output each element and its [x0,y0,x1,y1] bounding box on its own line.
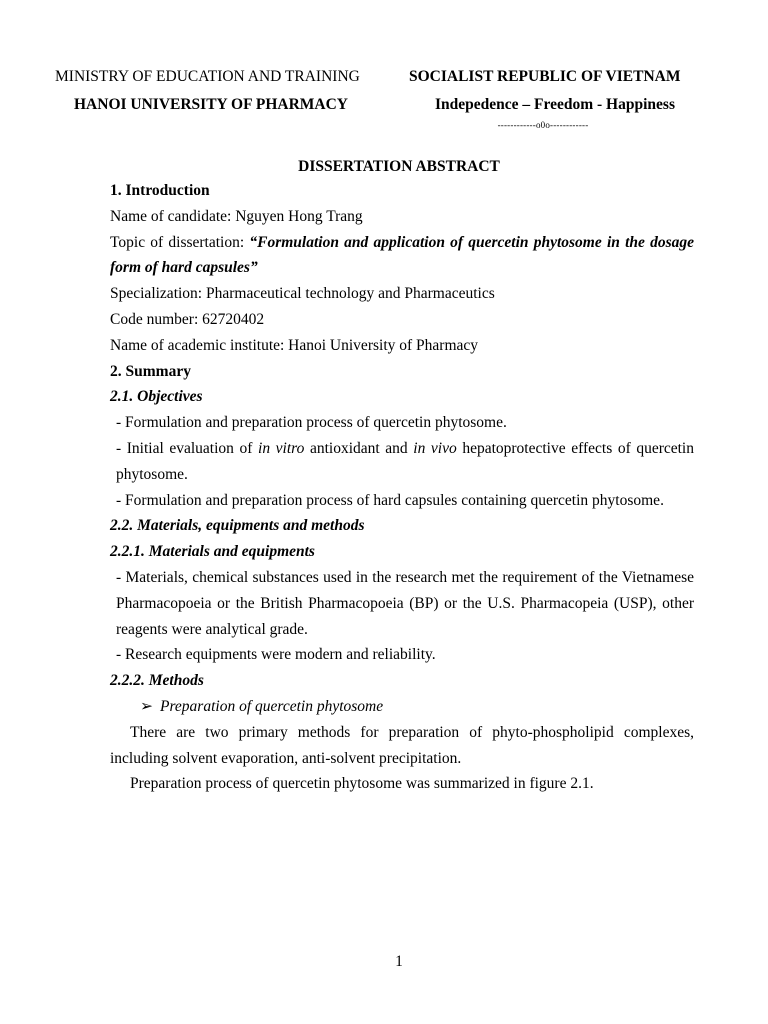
candidate-line: Name of candidate: Nguyen Hong Trang [110,207,363,225]
arrow-bullet-icon: ➢ [140,697,153,715]
specialization-line: Specialization: Pharmaceutical technology and Pharmaceutics [110,285,495,303]
materials-item-1: - Materials, chemical substances used in the research met the requirement of the Vietnamese Pharmacopoeia or the British Pharmacopoeia (BP) or the U.S. Pharmacopeia (USP), other reagents were analytical grade. [116,568,694,638]
topic-label: Topic of dissertation: [110,233,250,251]
materials-item-2: - Research equipments were modern and reliability. [116,646,436,664]
materials-heading: 2.2. Materials, equipments and methods [110,517,365,535]
document-body [110,178,694,797]
methods-paragraph-1: There are two primary methods for preparation of phyto-phospholipid complexes, including solvent evaporation, anti-solvent precipitation. [110,723,694,767]
page-number: 1 [395,953,403,970]
header-divider: ------------o0o------------ [497,120,589,130]
methods-bullet-text: Preparation of quercetin phytosome [160,697,384,715]
objective-2-in-vivo: in vivo [413,439,457,457]
objective-2-part-a: - Initial evaluation of [116,439,259,457]
objective-2-part-c: antioxidant and [304,439,414,457]
objective-1: - Formulation and preparation process of quercetin phytosome. [116,414,507,432]
institute-line: Name of academic institute: Hanoi University of Pharmacy [110,336,479,354]
republic-name: SOCIALIST REPUBLIC OF VIETNAM [409,68,681,85]
ministry-name: MINISTRY OF EDUCATION AND TRAINING [55,68,360,85]
methods-paragraph-2: Preparation process of quercetin phytosome was summarized in figure 2.1. [130,775,594,793]
document-title: DISSERTATION ABSTRACT [298,158,500,175]
objectives-heading: 2.1. Objectives [110,388,203,406]
topic-line [110,230,694,282]
university-name: HANOI UNIVERSITY OF PHARMACY [74,96,348,113]
objective-3: - Formulation and preparation process of hard capsules containing quercetin phytosome. [116,491,664,509]
topic-value: “Formulation and application of quercetin phytosome in the dosage form of hard capsules” [110,233,694,277]
summary-heading: 2. Summary [110,362,191,380]
intro-heading: 1. Introduction [110,182,210,199]
methods-heading: 2.2.2. Methods [110,672,204,690]
national-motto: Indepedence – Freedom - Happiness [435,96,675,113]
objective-2-in-vitro: in vitro [258,439,305,457]
code-line: Code number: 62720402 [110,310,265,328]
objective-2 [110,436,694,488]
methods-bullet [110,694,694,720]
objective-2-part-e: hepatoprotective effects of quercetin phytosome. [116,439,694,483]
materials-subheading: 2.2.1. Materials and equipments [110,543,315,561]
